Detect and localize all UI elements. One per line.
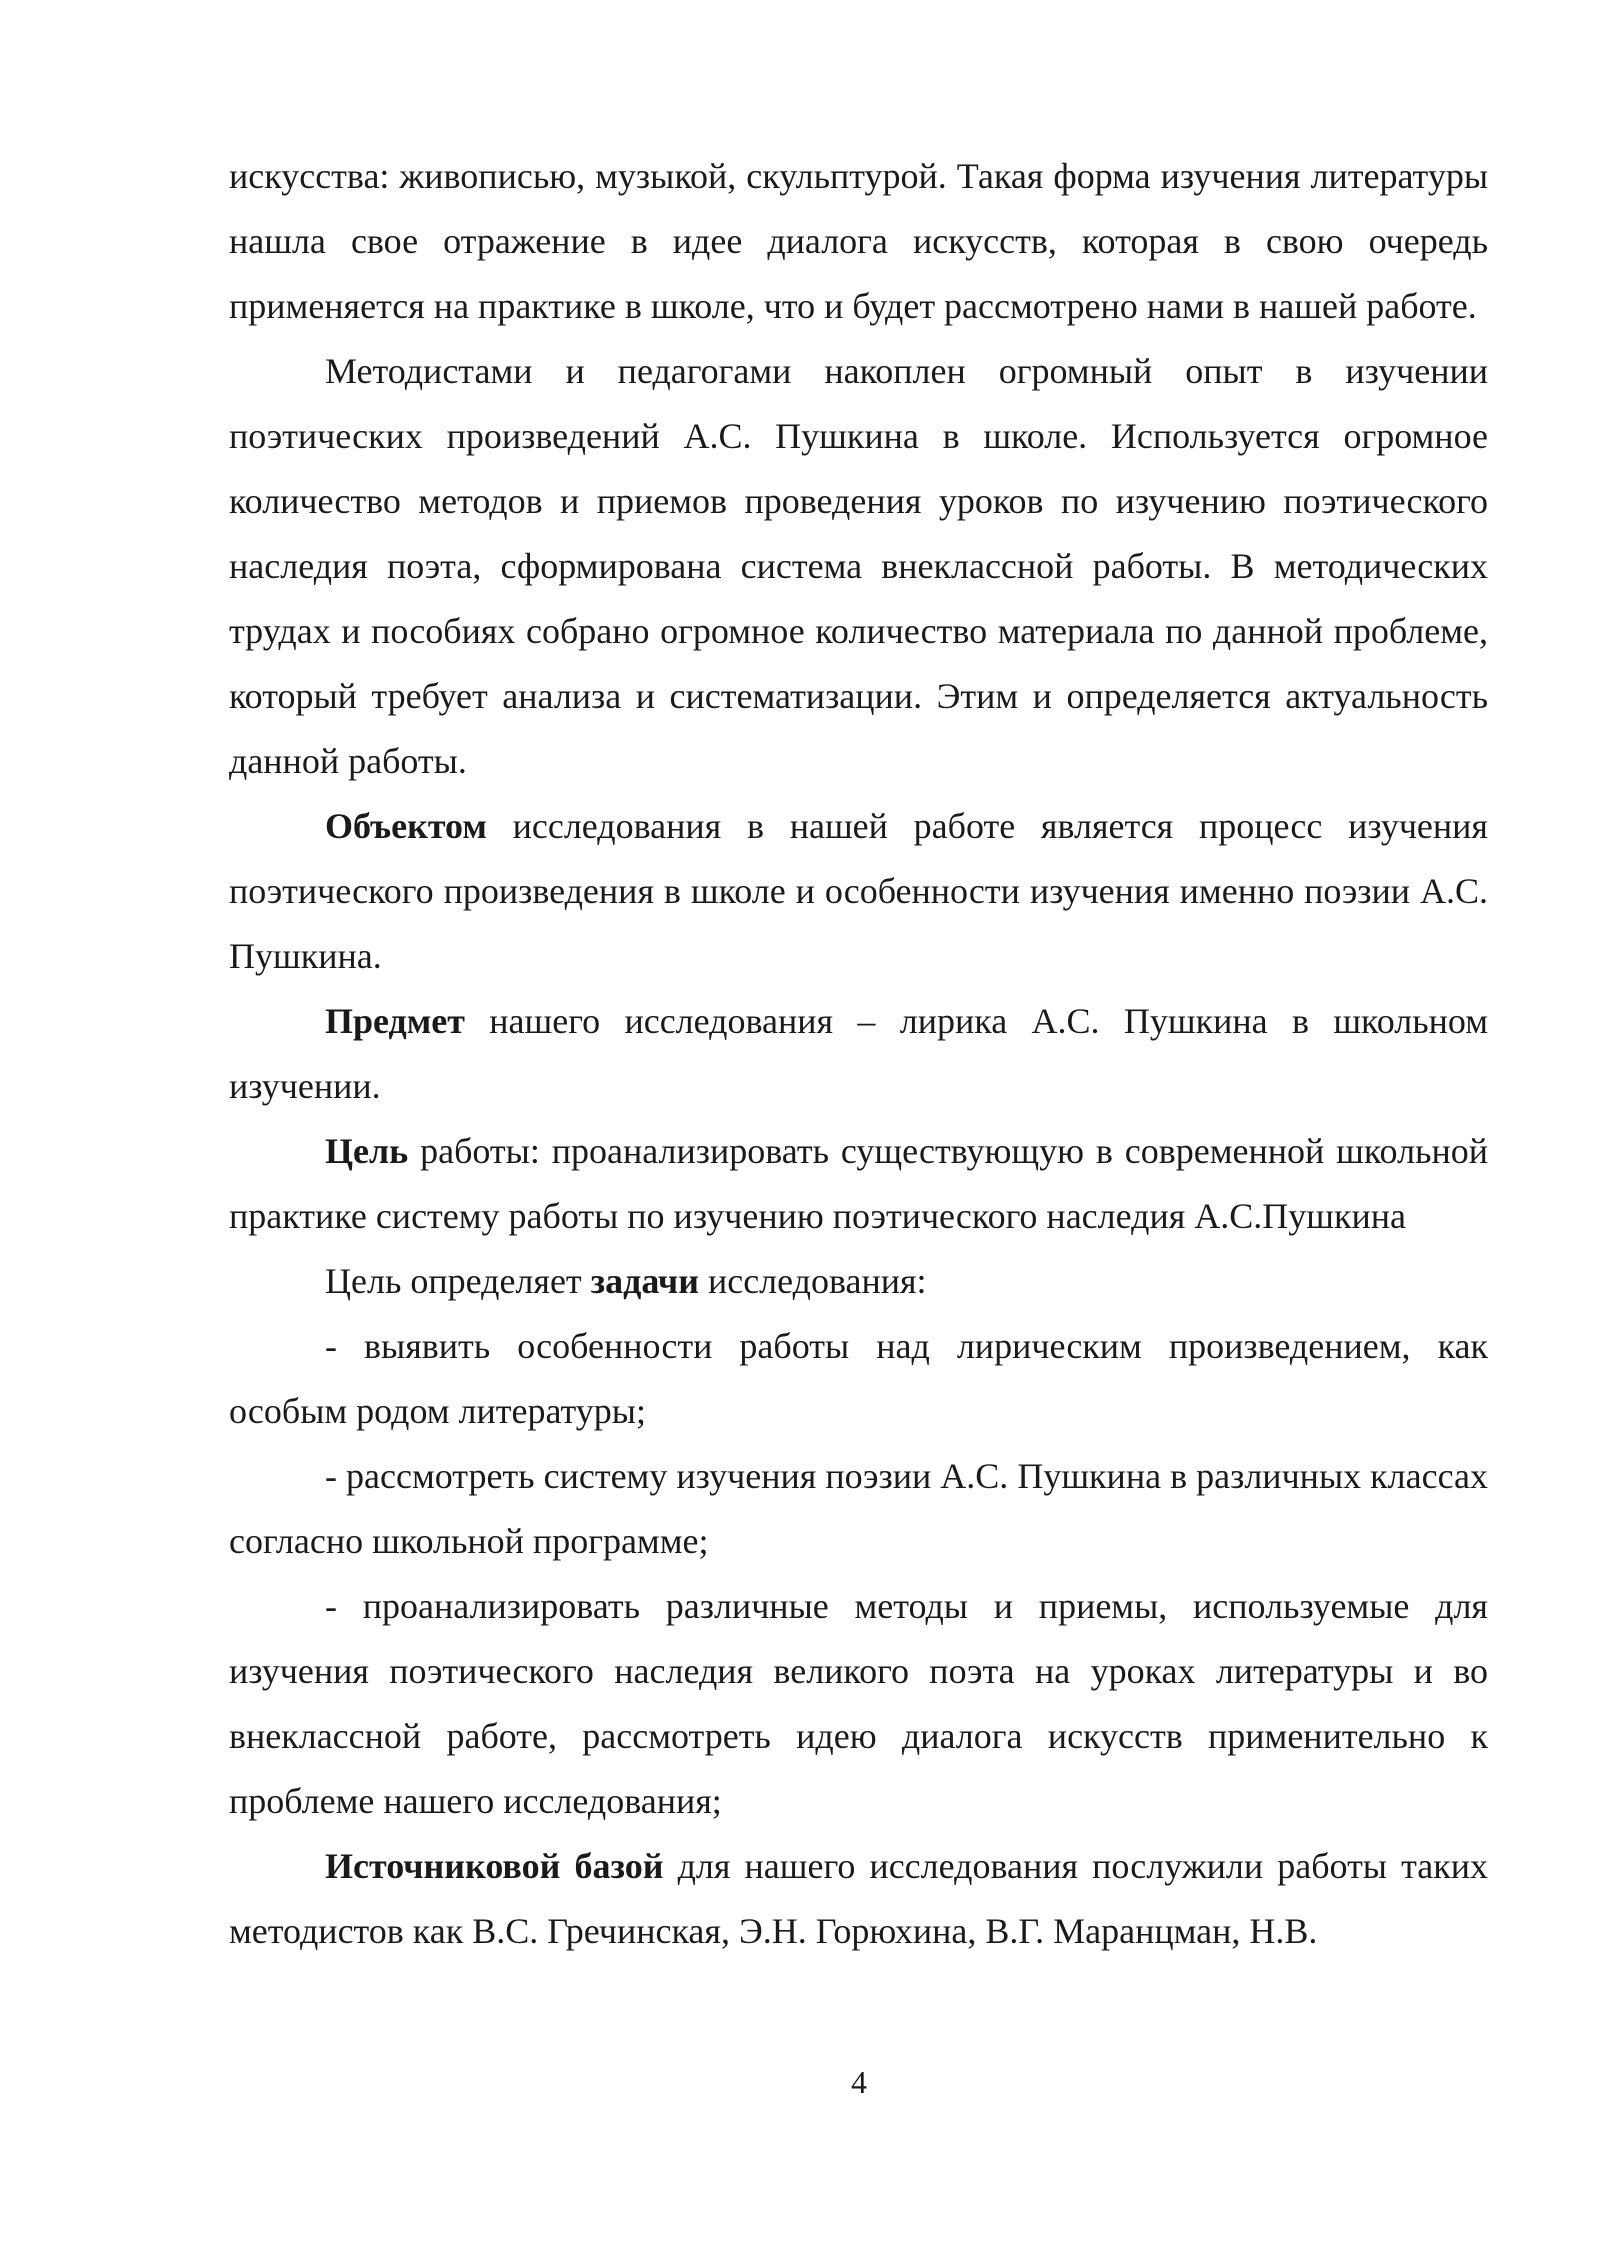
paragraph-relevance (229, 339, 1488, 794)
paragraph-text: для нашего исследования послужили работы таких методистов как В.С. Гречинская, Э.Н. Горюхина, В.Г. Маранцман, Н.В. (229, 1846, 1488, 1951)
paragraph-tasks-intro (229, 1249, 1488, 1314)
task-item-2 (229, 1444, 1488, 1574)
paragraph-text: работы: проанализировать существующую в современной школьной практике систему работы по изучению поэтического наследия А.С.Пушкина (229, 1131, 1488, 1236)
page-number: 4 (851, 2064, 867, 2100)
paragraph-text: нашего исследования – лирика А.С. Пушкина в школьном изучении. (229, 1001, 1488, 1106)
task-item-1 (229, 1314, 1488, 1444)
paragraph-subject (229, 989, 1488, 1119)
term-goal: Цель (325, 1131, 409, 1171)
paragraph-sources (229, 1834, 1488, 1964)
term-sources: Источниковой базой (325, 1846, 664, 1886)
task-text: - выявить особенности работы над лирическим произведением, как особым родом литературы; (229, 1326, 1488, 1431)
task-text: - проанализировать различные методы и приемы, используемые для изучения поэтического наследия великого поэта на уроках литературы и во внеклассной работе, рассмотреть идею диалога искусств применительно к проблеме нашего исследования; (229, 1586, 1488, 1821)
paragraph-text: Цель определяет (325, 1261, 591, 1301)
paragraph-text: исследования: (698, 1261, 927, 1301)
term-tasks: задачи (590, 1261, 699, 1301)
paragraph-text: искусства: живописью, музыкой, скульптурой. Такая форма изучения литературы нашла свое отражение в идее диалога искусств, которая в свою очередь применяется на практике в школе, что и будет рассмотрено нами в нашей работе. (229, 156, 1488, 326)
paragraph-goal (229, 1119, 1488, 1249)
task-text: - рассмотреть систему изучения поэзии А.С. Пушкина в различных классах согласно школьной программе; (229, 1456, 1488, 1561)
body-text (229, 144, 1488, 1964)
paragraph-intro-continuation (229, 144, 1488, 339)
term-object: Объектом (325, 806, 487, 846)
paragraph-object (229, 794, 1488, 989)
term-subject: Предмет (325, 1001, 465, 1041)
task-item-3 (229, 1574, 1488, 1834)
paragraph-text: Методистами и педагогами накоплен огромный опыт в изучении поэтических произведений А.С. Пушкина в школе. Используется огромное количество методов и приемов проведения уроков по изучению поэтического наследия поэта, сформирована система внеклассной работы. В методических трудах и пособиях собрано огромное количество материала по данной проблеме, который требует анализа и систематизации. Этим и определяется актуальность данной работы. (229, 351, 1488, 781)
paragraph-text: исследования в нашей работе является процесс изучения поэтического произведения в школе и особенности изучения именно поэзии А.С. Пушкина. (229, 806, 1488, 976)
